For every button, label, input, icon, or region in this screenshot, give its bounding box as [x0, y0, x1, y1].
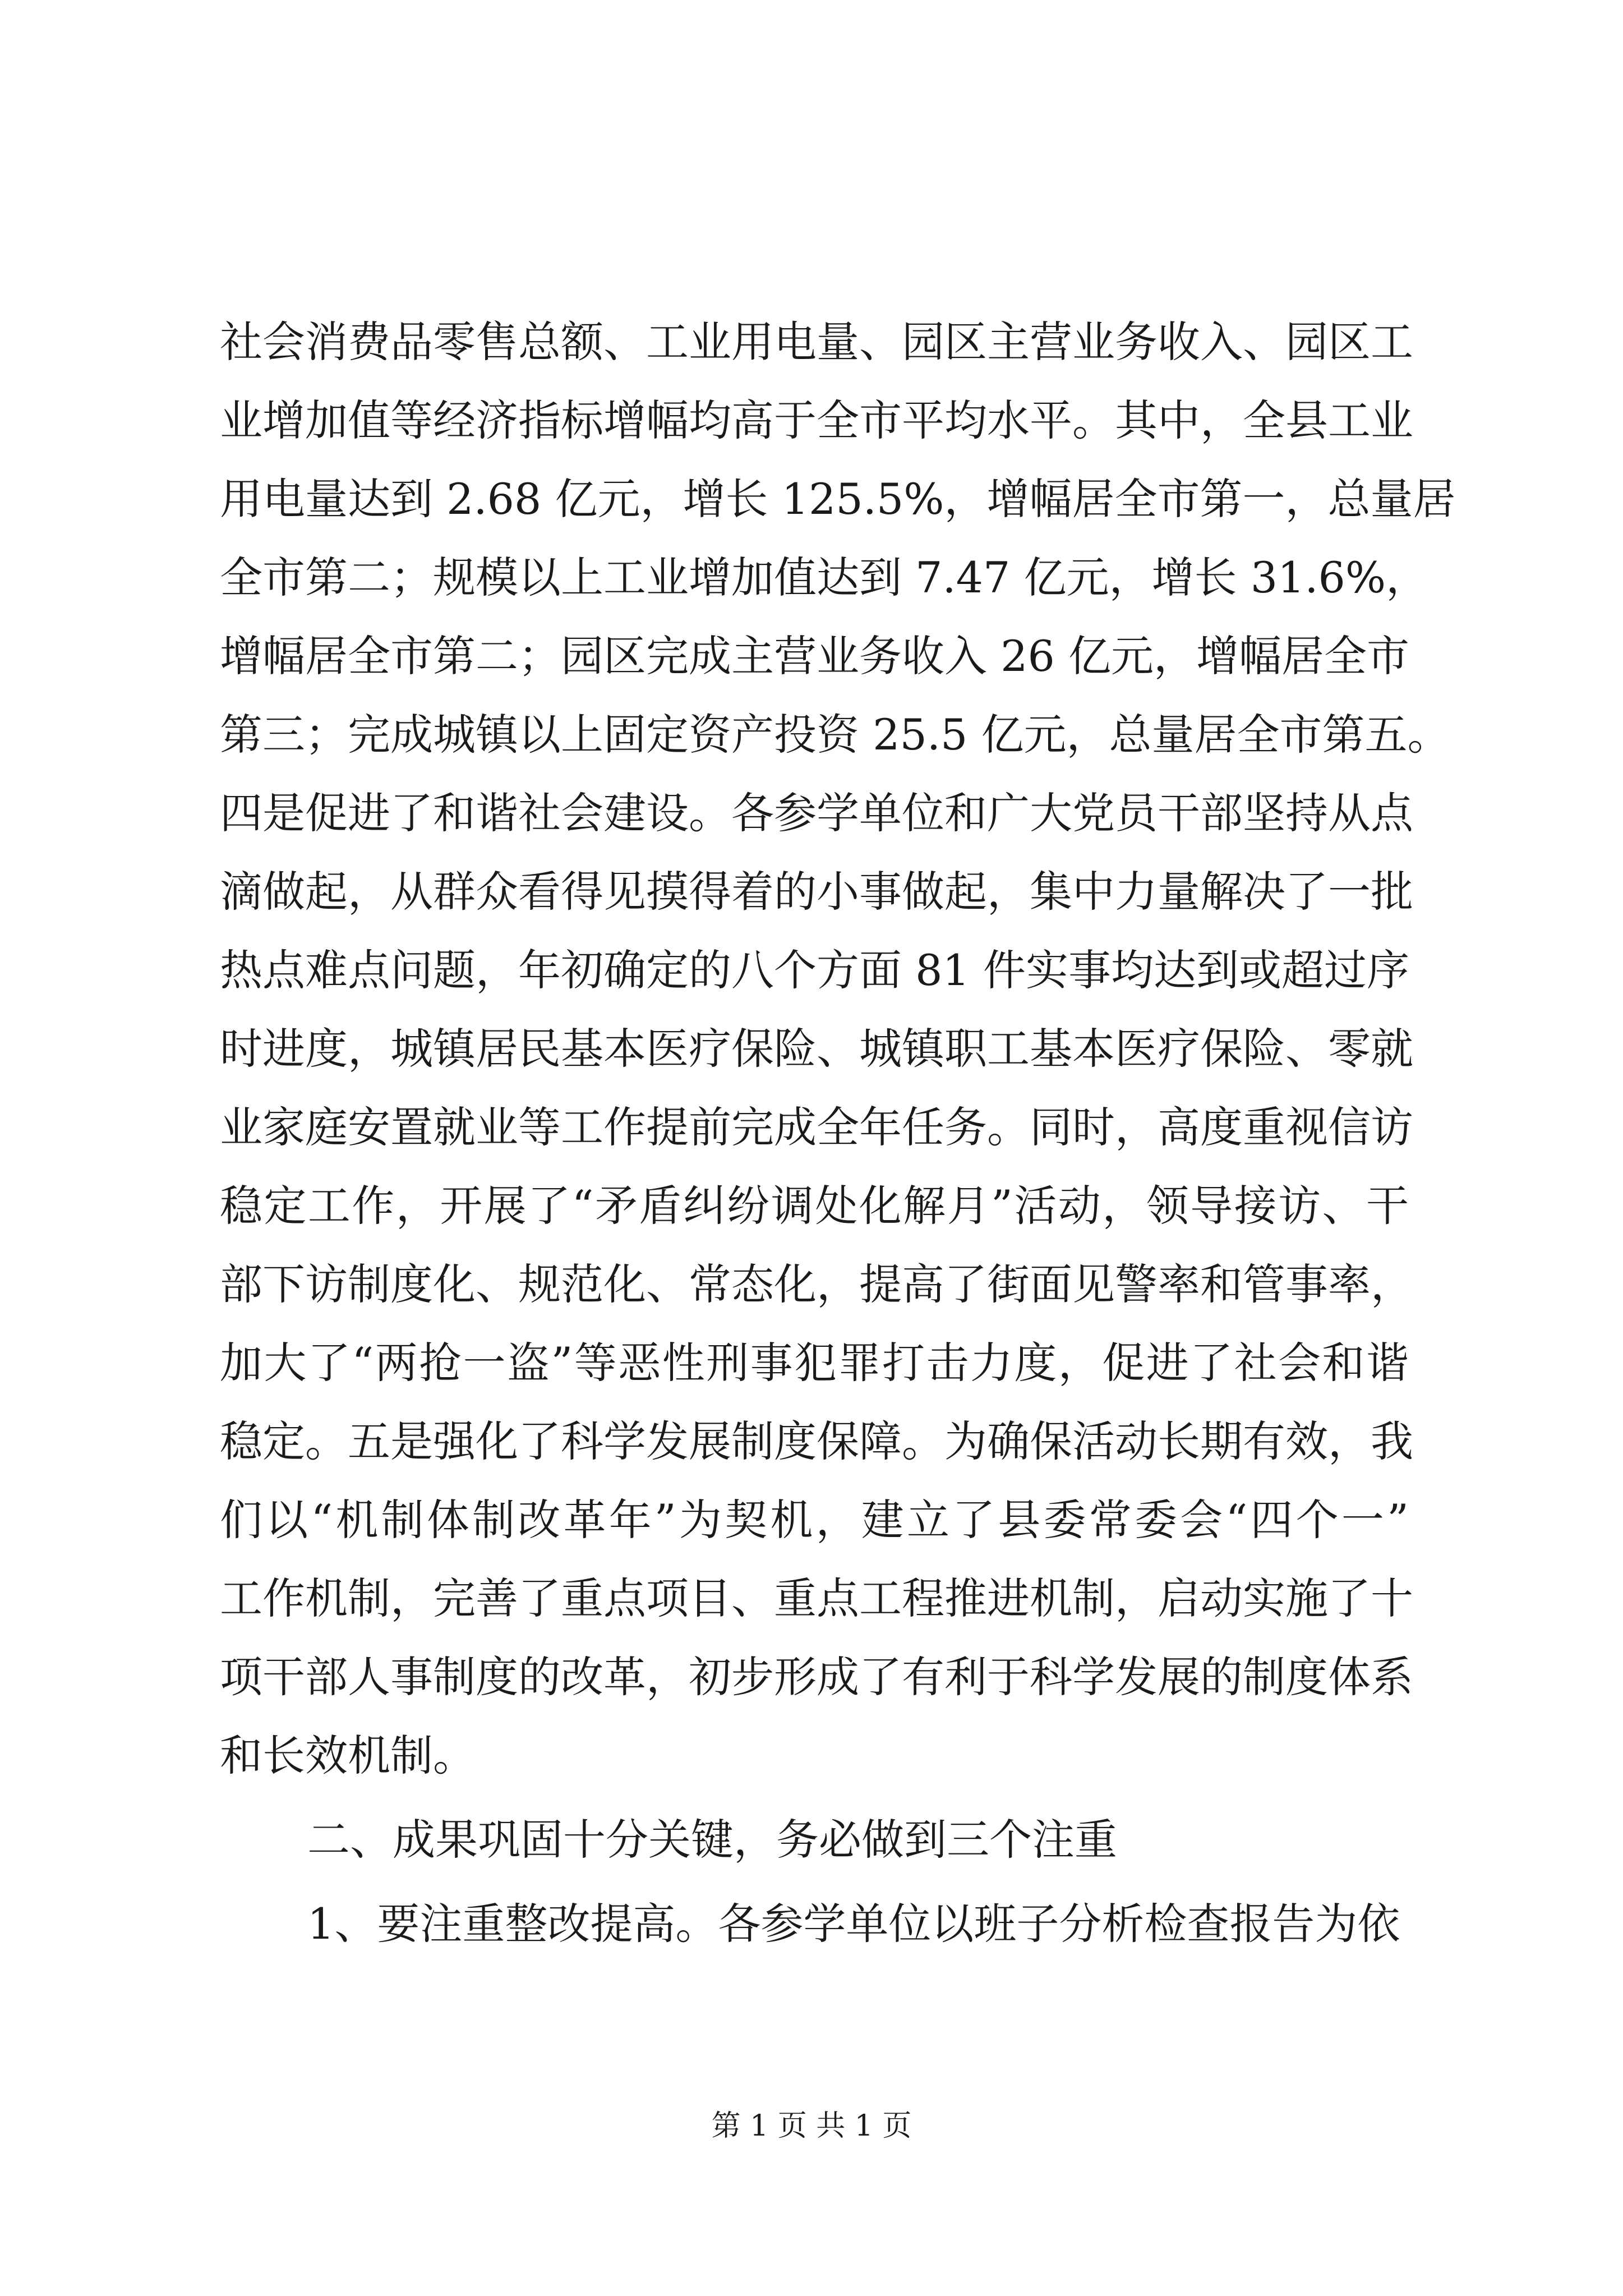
body-text-line: 业家庭安置就业等工作提前完成全年任务。同时，高度重视信访 [220, 1102, 1413, 1152]
body-text-line: 和长效机制。 [220, 1731, 476, 1780]
body-text-line: 加大了“两抢一盗”等恶性刑事犯罪打击力度，促进了社会和谐 [220, 1338, 1409, 1388]
body-text-line: 滴做起，从群众看得见摸得着的小事做起，集中力量解决了一批 [220, 867, 1413, 917]
body-text-line: 部下访制度化、规范化、常态化，提高了街面见警率和管事率， [220, 1259, 1413, 1309]
body-text-line: 第三；完成城镇以上固定资产投资 25.5 亿元，总量居全市第五。 [220, 710, 1450, 760]
body-text-line: 业增加值等经济指标增幅均高于全市平均水平。其中，全县工业 [220, 395, 1413, 445]
body-text-line: 工作机制，完善了重点项目、重点工程推进机制，启动实施了十 [220, 1573, 1413, 1623]
page-number-footer: 第 1 页 共 1 页 [711, 2109, 912, 2143]
body-text-line: 项干部人事制度的改革，初步形成了有利于科学发展的制度体系 [220, 1652, 1413, 1702]
body-text-line: 们以“机制体制改革年”为契机，建立了县委常委会“四个一” [220, 1495, 1409, 1545]
body-text-line: 稳定工作，开展了“矛盾纠纷调处化解月”活动，领导接访、干 [220, 1181, 1409, 1231]
body-text-line: 稳定。五是强化了科学发展制度保障。为确保活动长期有效，我 [220, 1416, 1413, 1466]
paragraph-first-line: 1、要注重整改提高。各参学单位以班子分析检查报告为依 [307, 1899, 1400, 1949]
body-text-line: 社会消费品零售总额、工业用电量、园区主营业务收入、园区工 [220, 317, 1413, 367]
body-text-line: 增幅居全市第二；园区完成主营业务收入 26 亿元，增幅居全市 [220, 631, 1410, 681]
section-heading: 二、成果巩固十分关键，务必做到三个注重 [307, 1815, 1117, 1865]
body-text-line: 四是促进了和谐社会建设。各参学单位和广大党员干部坚持从点 [220, 788, 1413, 838]
body-text-line: 时进度，城镇居民基本医疗保险、城镇职工基本医疗保险、零就 [220, 1024, 1413, 1074]
body-text-line: 全市第二；规模以上工业增加值达到 7.47 亿元，增长 31.6%， [220, 553, 1429, 602]
body-text-line: 用电量达到 2.68 亿元，增长 125.5%，增幅居全市第一，总量居 [220, 474, 1456, 524]
body-text-line: 热点难点问题，年初确定的八个方面 81 件实事均达到或超过序 [220, 945, 1410, 995]
